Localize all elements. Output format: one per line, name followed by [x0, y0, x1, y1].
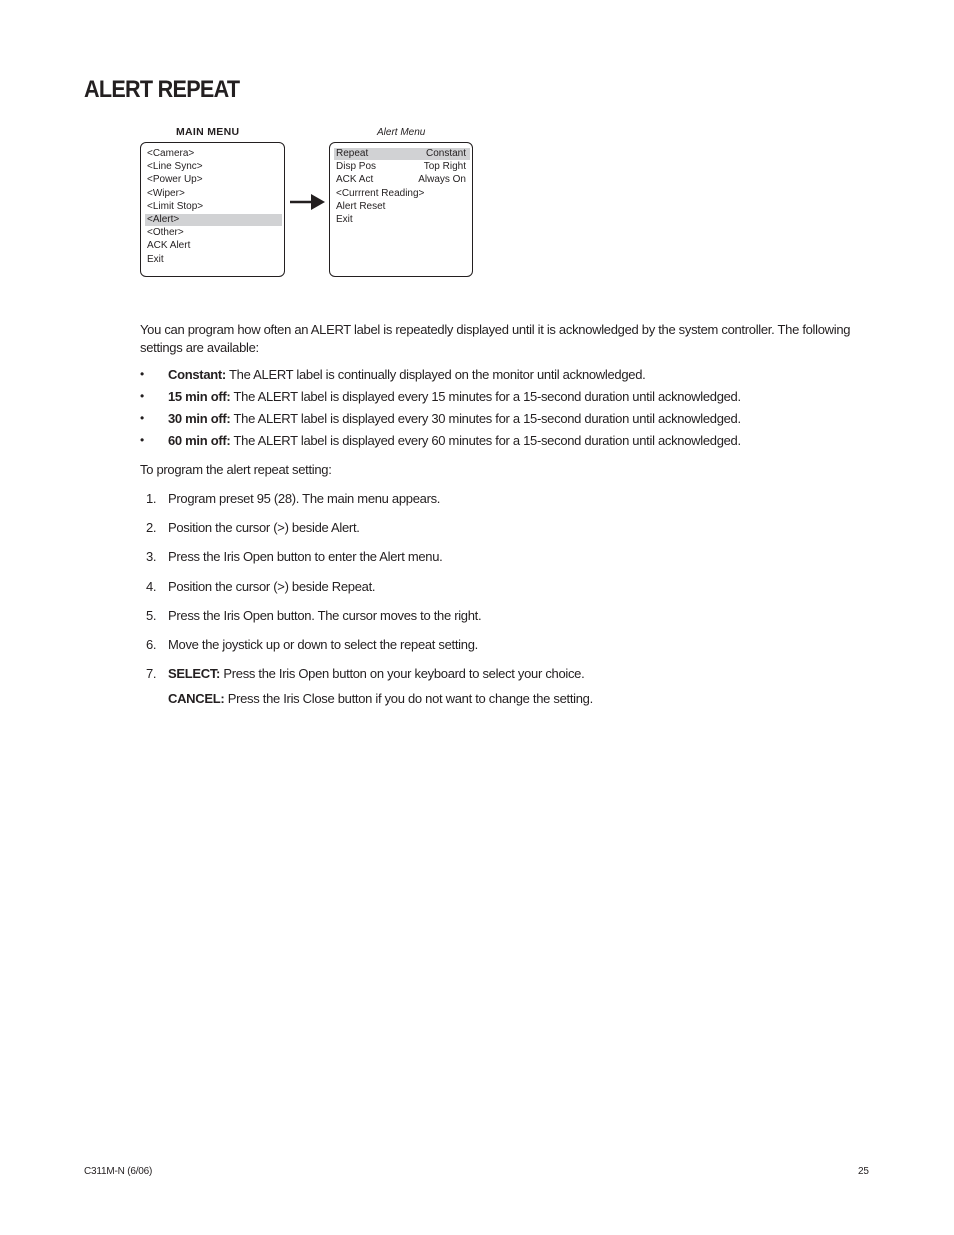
step-number: 2. [146, 520, 157, 536]
main-menu-item[interactable] [145, 188, 282, 200]
main-menu-label: MAIN MENU [176, 126, 240, 138]
main-menu-item-label: ACK Alert [147, 240, 191, 252]
page-title: ALERT REPEAT [84, 76, 240, 103]
alert-menu-box [329, 142, 473, 277]
alert-menu-item-label: Exit [336, 214, 353, 225]
step-item [168, 608, 481, 623]
cancel-term: CANCEL: [168, 691, 225, 706]
step-number: 4. [146, 578, 157, 594]
main-menu-item-label: <Line Sync> [147, 161, 203, 173]
bullet-text: The ALERT label is displayed every 15 minutes for a 15-second duration until acknowledged. [230, 389, 741, 404]
step-number: 5. [146, 607, 157, 623]
main-menu-item-label: <Other> [147, 227, 184, 239]
alert-menu-label: Alert Menu [377, 127, 426, 138]
step-item [168, 579, 375, 594]
arrow-right-icon [289, 192, 327, 212]
alert-menu-item[interactable] [334, 188, 470, 200]
step-text: Program preset 95 (28). The main menu appears. [168, 491, 441, 506]
main-menu-item[interactable] [145, 201, 282, 213]
main-menu-item-label: <Power Up> [147, 174, 203, 186]
alert-menu-item[interactable] [334, 214, 470, 226]
alert-menu-item[interactable] [334, 201, 470, 213]
cancel-step [168, 691, 593, 706]
list-item [168, 389, 741, 404]
main-menu-item[interactable] [145, 148, 282, 160]
alert-menu-item-label: Alert Reset [336, 200, 386, 212]
step-number: 3. [146, 549, 157, 565]
step-number: 1. [146, 491, 157, 506]
main-menu-item[interactable] [145, 254, 282, 266]
main-menu-item[interactable] [145, 174, 282, 186]
bullet-marker: • [140, 389, 145, 403]
step-item [168, 520, 360, 535]
step-term: SELECT: [168, 666, 221, 682]
program-intro: To program the alert repeat setting: [140, 462, 332, 477]
alert-menu-item-value: Constant [425, 148, 466, 159]
step-item [168, 491, 440, 506]
bullet-marker: • [140, 411, 145, 425]
bullet-text: The ALERT label is continually displayed on the monitor until acknowledged. [225, 367, 646, 382]
alert-menu-item-value: Always On [418, 174, 466, 186]
footer-doc-id: C311M-N (6/06) [84, 1166, 153, 1177]
main-menu-item[interactable] [145, 240, 282, 252]
step-text: Press the Iris Open button. The cursor moves to the right. [168, 607, 482, 623]
step-item [168, 637, 478, 652]
main-menu-item[interactable] [145, 161, 282, 173]
step-text: Position the cursor (>) beside Repeat. [168, 578, 376, 594]
step-text: Press the Iris Open button on your keyboard to select your choice. [220, 666, 585, 682]
step-text: Press the Iris Open button to enter the Alert menu. [168, 549, 443, 565]
main-menu-box [140, 142, 285, 277]
main-menu-item-label: Exit [147, 253, 164, 265]
step-item [168, 549, 442, 564]
main-menu-item-label: <Alert> [147, 214, 180, 225]
step-number: 7. [146, 666, 157, 682]
list-item [168, 411, 741, 426]
bullet-term: 15 min off: [168, 389, 231, 404]
main-menu-item-label: <Camera> [147, 148, 195, 159]
alert-menu-item-label: Repeat [336, 148, 369, 159]
bullet-text: The ALERT label is displayed every 60 minutes for a 15-second duration until acknowledged. [230, 433, 741, 448]
bullet-term: 30 min off: [168, 411, 231, 426]
footer-page-number: 25 [858, 1166, 869, 1177]
cancel-text: Press the Iris Close button if you do not want to change the setting. [224, 691, 593, 706]
alert-menu-item[interactable] [334, 161, 470, 173]
bullet-term: Constant: [168, 367, 226, 382]
step-text: Position the cursor (>) beside Alert. [168, 520, 360, 536]
alert-menu-item[interactable] [334, 148, 470, 160]
bullet-term: 60 min off: [168, 433, 231, 448]
alert-menu-item-label: ACK Act [336, 174, 374, 186]
bullet-text: The ALERT label is displayed every 30 minutes for a 15-second duration until acknowledged. [230, 411, 741, 426]
list-item [168, 433, 741, 448]
alert-menu-item-label: <Currrent Reading> [336, 187, 425, 199]
step-item [168, 666, 584, 681]
alert-menu-item[interactable] [334, 174, 470, 186]
step-text: Move the joystick up or down to select the repeat setting. [168, 637, 478, 652]
bullet-marker: • [140, 367, 145, 381]
intro-paragraph: You can program how often an ALERT label is repeatedly displayed until it is acknowledged by the system controller. The following settings are available: [140, 322, 851, 355]
bullet-marker: • [140, 433, 145, 447]
main-menu-item[interactable] [145, 227, 282, 239]
step-number: 6. [146, 637, 157, 652]
list-item [168, 367, 645, 382]
alert-menu-item-value: Top Right [423, 161, 466, 173]
main-menu-item[interactable] [145, 214, 282, 226]
alert-menu-item-label: Disp Pos [336, 161, 377, 173]
main-menu-item-label: <Wiper> [147, 187, 185, 199]
main-menu-item-label: <Limit Stop> [147, 200, 204, 212]
